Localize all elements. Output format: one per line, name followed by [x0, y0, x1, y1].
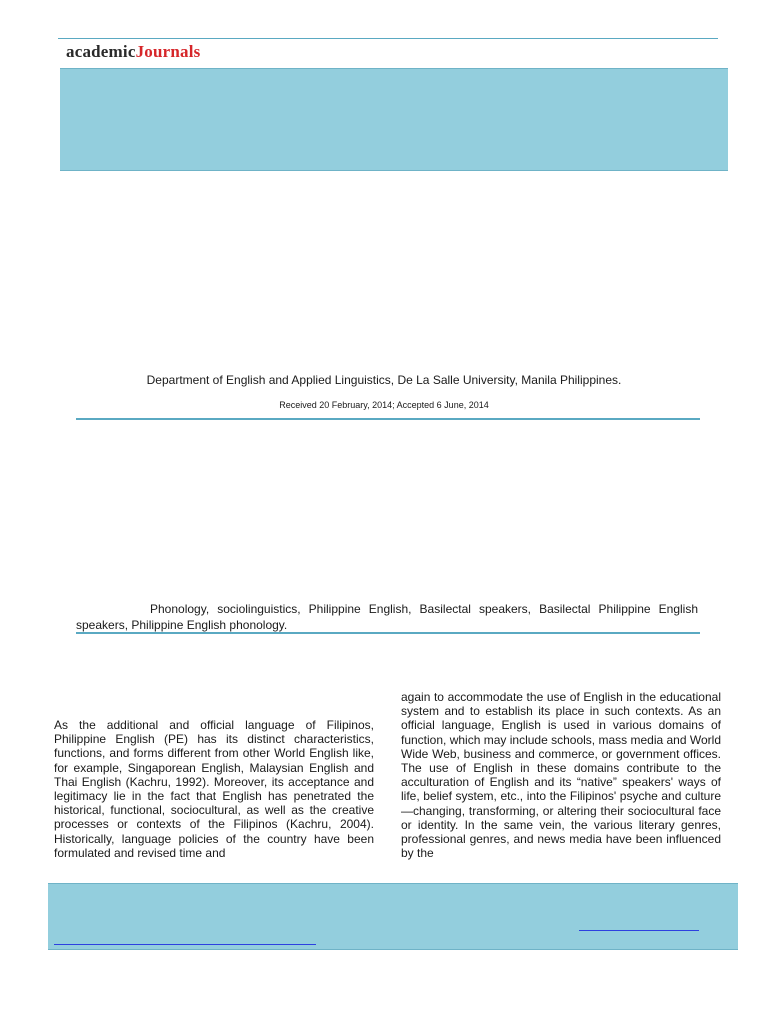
abstract-top-rule [76, 418, 700, 420]
header-band [60, 68, 728, 171]
body-column-right: again to accommodate the use of English in the educational system and to establish its place in such contexts. As an official language, English is used in various domains of function, which may include schools, mass media and World Wide Web, business and commerce, or government offices. The use of English in these domains contribute to the acculturation of English and its “native” speakers' ways of life, belief system, etc., into the Filipinos' psyche and culture—changing, transforming, or altering their sociocultural face or identity. In the same vein, the various literary genres, professional genres, and news media have been influenced by the [401, 690, 721, 861]
logo-journals: Journals [135, 42, 201, 61]
footer-link-underline[interactable] [579, 930, 699, 931]
keywords: Phonology, sociolinguistics, Philippine English, Basilectal speakers, Basilectal Philippine English speakers, Philippine English phonology. [76, 602, 698, 632]
author-affiliation: Department of English and Applied Linguistics, De La Salle University, Manila Philippines. [146, 373, 622, 387]
body-column-left: As the additional and official language of Filipinos, Philippine English (PE) has its distinct characteristics, functions, and forms different from other World English like, for example, Singaporean English, Malaysian English and Thai English (Kachru, 1992). Moreover, its acceptance and legitimacy lie in the fact that English has penetrated the historical, functional, sociocultural, as well as the creative processes or contexts of the Filipinos (Kachru, 2004). Historically, language policies of the country have been formulated and revised time and [54, 718, 374, 860]
footer-band [48, 883, 738, 950]
footer-license-link-underline[interactable] [54, 944, 316, 945]
journal-logo [66, 42, 200, 62]
top-rule [58, 38, 718, 39]
abstract-bottom-rule [76, 632, 700, 634]
received-accepted-dates: Received 20 February, 2014; Accepted 6 June, 2014 [279, 400, 489, 410]
logo-academic: academic [66, 42, 136, 61]
